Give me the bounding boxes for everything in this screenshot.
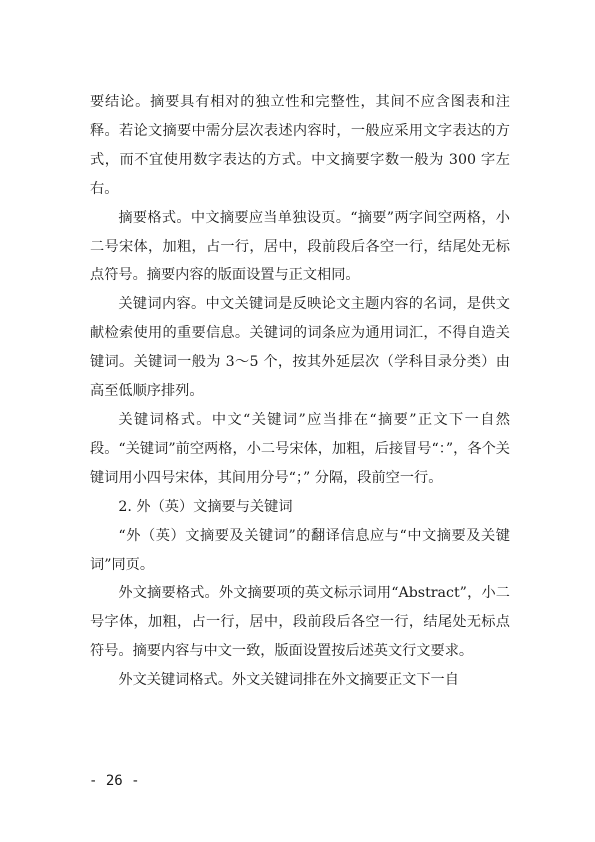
page-number: - 26 - <box>89 773 140 789</box>
paragraph-abstract-conclusion: 要结论。摘要具有相对的独立性和完整性，其间不应含图表和注释。若论文摘要中需分层次表述内容时，一般应采用文字表达的方式，而不宜使用数字表达的方式。中文摘要字数一般为 300 字左右。 <box>90 94 510 197</box>
paragraph-foreign-abstract-format: 外文摘要格式。外文摘要项的英文标示词用“Abstract”，小二号字体，加粗，占一行，居中，段前段后各空一行，结尾处无标点符号。摘要内容与中文一致，版面设置按后述英文行文要求。 <box>90 585 510 660</box>
paragraph-keyword-content: 关键词内容。中文关键词是反映论文主题内容的名词，是供文献检索使用的重要信息。关键词的词条应为通用词汇，不得自造关键词。关键词一般为 3～5 个，按其外延层次（学科目录分类）由高至低顺序排列。 <box>90 296 510 400</box>
section-heading: 2. 外（英）文摘要与关键词 <box>118 498 293 515</box>
page-body <box>90 88 510 695</box>
paragraph-foreign-keyword-format: 外文关键词格式。外文关键词排在外文摘要正文下一自 <box>118 672 459 689</box>
paragraph-foreign-abstract-intro: “外（英）文摘要及关键词”的翻译信息应与“中文摘要及关键词”同页。 <box>90 527 510 573</box>
paragraph-abstract-format: 摘要格式。中文摘要应当单独设页。“摘要”两字间空两格，小二号宋体，加粗，占一行，居中，段前段后各空一行，结尾处无标点符号。摘要内容的版面设置与正文相同。 <box>90 209 510 284</box>
paragraph-keyword-format: 关键词格式。中文“关键词”应当排在“摘要”正文下一自然段。“关键词”前空两格，小二号宋体，加粗，后接冒号“：”，各个关键词用小四号宋体，其间用分号“；” 分隔，段前空一行。 <box>90 411 510 486</box>
